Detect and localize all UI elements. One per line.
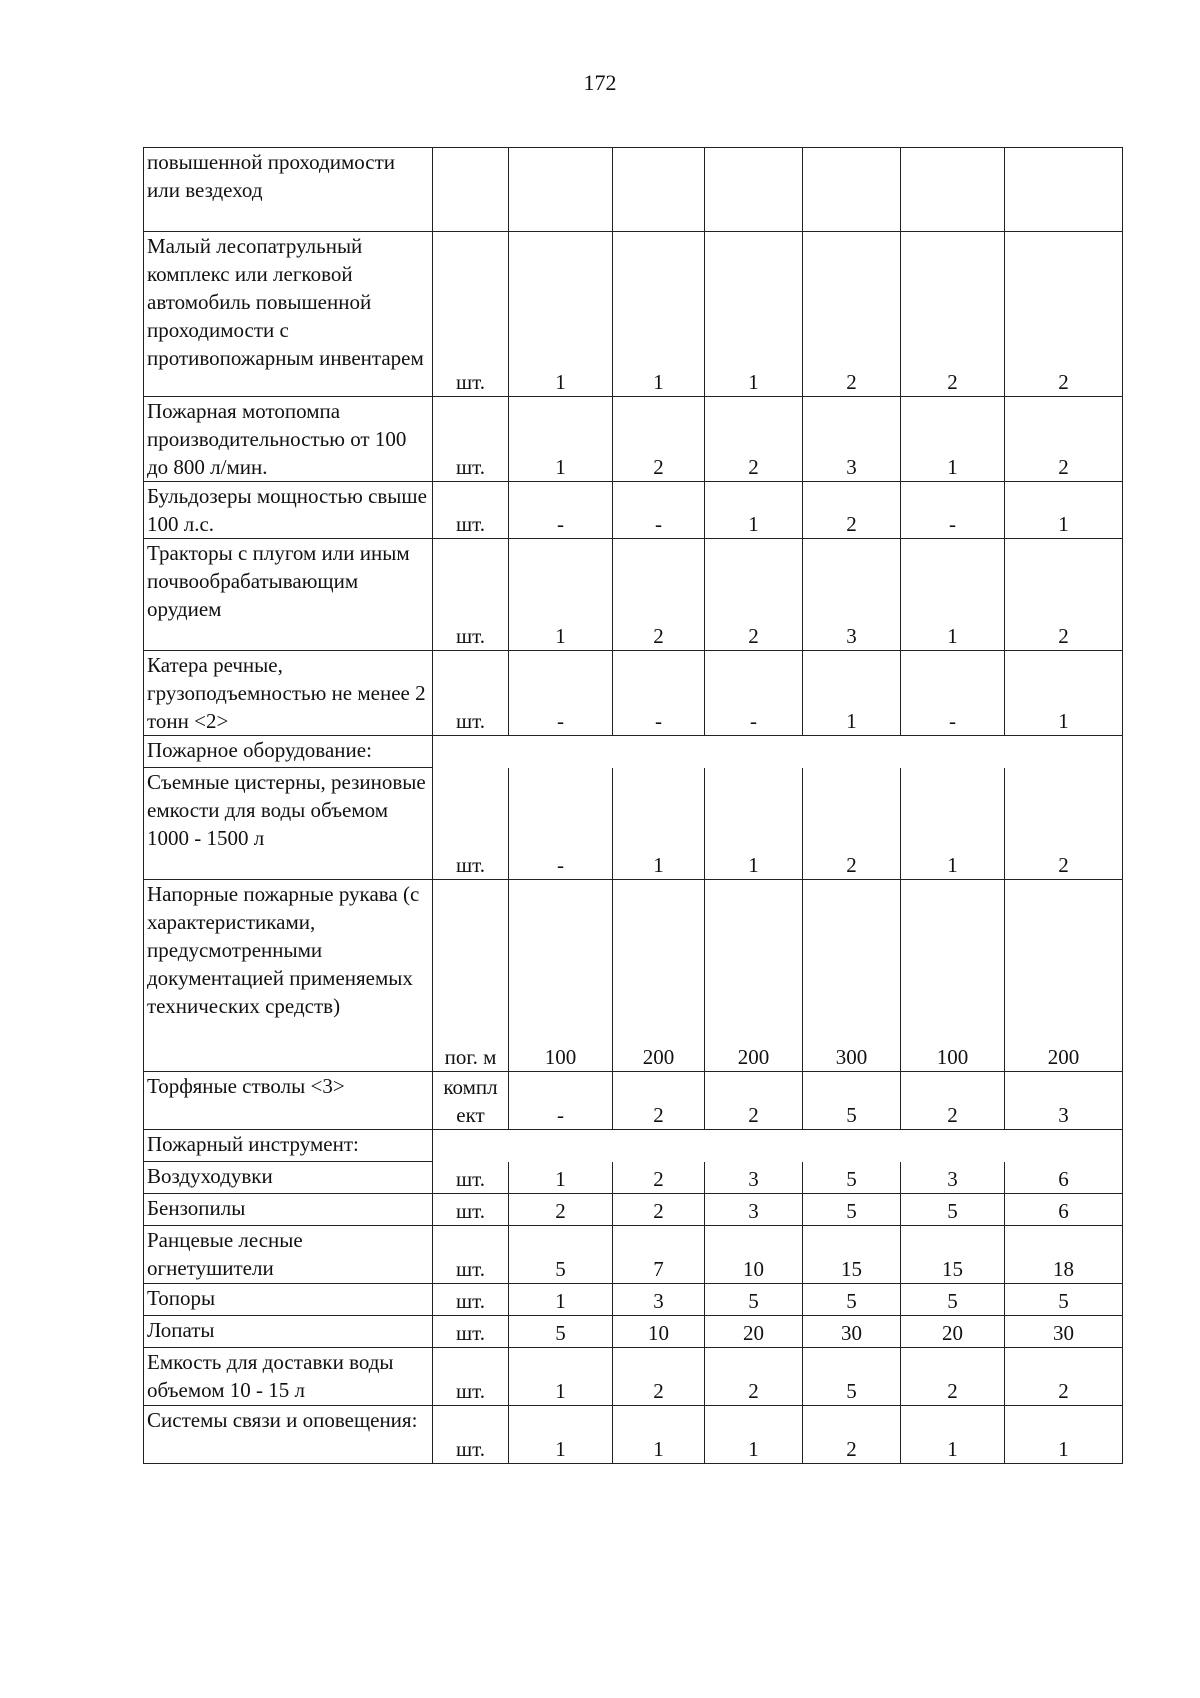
item-value: 30 bbox=[1005, 1316, 1123, 1348]
table-row bbox=[144, 1194, 1123, 1226]
item-value: 2 bbox=[901, 1348, 1005, 1406]
item-value: 1 bbox=[613, 232, 705, 397]
item-value: 2 bbox=[705, 397, 803, 482]
item-value: 1 bbox=[1005, 482, 1123, 539]
item-value: 3 bbox=[803, 397, 901, 482]
table-row bbox=[144, 1284, 1123, 1316]
item-value: 5 bbox=[509, 1316, 613, 1348]
item-unit: шт. bbox=[433, 651, 509, 736]
item-value: 1 bbox=[901, 768, 1005, 880]
item-value: 2 bbox=[613, 1072, 705, 1130]
item-value: 15 bbox=[901, 1226, 1005, 1284]
item-value: - bbox=[705, 651, 803, 736]
item-value bbox=[901, 148, 1005, 232]
item-value: 5 bbox=[803, 1194, 901, 1226]
item-value bbox=[509, 148, 613, 232]
item-unit: шт. bbox=[433, 1226, 509, 1284]
item-value: 300 bbox=[803, 880, 901, 1072]
section-row bbox=[144, 1130, 1123, 1162]
item-name: Напорные пожарные рукава (с характеристиками, предусмотренными документацией применяемых технических средств) bbox=[144, 880, 433, 1072]
item-value: 3 bbox=[901, 1162, 1005, 1194]
section-label: Пожарное оборудование: bbox=[144, 736, 433, 768]
item-value: 1 bbox=[901, 397, 1005, 482]
item-value: 1 bbox=[613, 768, 705, 880]
item-value: 10 bbox=[613, 1316, 705, 1348]
item-value: 1 bbox=[901, 539, 1005, 651]
item-value: 2 bbox=[1005, 397, 1123, 482]
item-name: Малый лесопатрульный комплекс или легковой автомобиль повышенной проходимости с противопожарным инвентарем bbox=[144, 232, 433, 397]
item-value: 5 bbox=[803, 1072, 901, 1130]
item-value: 2 bbox=[803, 768, 901, 880]
item-value: 6 bbox=[1005, 1162, 1123, 1194]
item-value: 2 bbox=[1005, 232, 1123, 397]
item-value: 2 bbox=[1005, 1348, 1123, 1406]
item-value: 1 bbox=[1005, 651, 1123, 736]
item-value: 10 bbox=[705, 1226, 803, 1284]
table-row bbox=[144, 1316, 1123, 1348]
item-value: 1 bbox=[509, 1406, 613, 1464]
item-value bbox=[705, 148, 803, 232]
table-row bbox=[144, 768, 1123, 880]
item-value: - bbox=[613, 651, 705, 736]
table-row bbox=[144, 148, 1123, 232]
item-value bbox=[803, 148, 901, 232]
item-value: 1 bbox=[509, 1284, 613, 1316]
item-value: 20 bbox=[901, 1316, 1005, 1348]
item-value: 100 bbox=[901, 880, 1005, 1072]
item-unit: компл ект bbox=[433, 1072, 509, 1130]
item-value: 6 bbox=[1005, 1194, 1123, 1226]
item-unit: шт. bbox=[433, 539, 509, 651]
item-value: 1 bbox=[901, 1406, 1005, 1464]
item-name: Катера речные, грузоподъемностью не менее 2 тонн <2> bbox=[144, 651, 433, 736]
item-value: 1 bbox=[509, 1348, 613, 1406]
item-name: Бульдозеры мощностью свыше 100 л.с. bbox=[144, 482, 433, 539]
table-row bbox=[144, 1072, 1123, 1130]
item-value: - bbox=[901, 482, 1005, 539]
item-value: 5 bbox=[803, 1284, 901, 1316]
item-value: 5 bbox=[509, 1226, 613, 1284]
item-name: Торфяные стволы <3> bbox=[144, 1072, 433, 1130]
item-value: 1 bbox=[509, 397, 613, 482]
item-name: Топоры bbox=[144, 1284, 433, 1316]
item-value: 1 bbox=[1005, 1406, 1123, 1464]
item-name: повышенной проходимости или вездеход bbox=[144, 148, 433, 232]
item-value: 3 bbox=[1005, 1072, 1123, 1130]
item-value: 5 bbox=[803, 1348, 901, 1406]
item-value: - bbox=[509, 651, 613, 736]
item-value: 2 bbox=[901, 232, 1005, 397]
item-value: 1 bbox=[803, 651, 901, 736]
item-value: 3 bbox=[803, 539, 901, 651]
item-value: 1 bbox=[509, 539, 613, 651]
table-row bbox=[144, 539, 1123, 651]
item-value: 15 bbox=[803, 1226, 901, 1284]
item-unit bbox=[433, 148, 509, 232]
equipment-table bbox=[143, 147, 1123, 1464]
item-name: Ранцевые лесные огнетушители bbox=[144, 1226, 433, 1284]
item-name: Лопаты bbox=[144, 1316, 433, 1348]
item-unit: шт. bbox=[433, 1162, 509, 1194]
item-unit: шт. bbox=[433, 397, 509, 482]
item-value: 100 bbox=[509, 880, 613, 1072]
item-value: 1 bbox=[705, 768, 803, 880]
page-number: 172 bbox=[583, 70, 617, 95]
table-row bbox=[144, 1348, 1123, 1406]
table-row bbox=[144, 651, 1123, 736]
item-value: - bbox=[901, 651, 1005, 736]
item-value: 3 bbox=[613, 1284, 705, 1316]
item-value: 2 bbox=[613, 1162, 705, 1194]
section-blank-cell bbox=[433, 736, 1123, 768]
item-value: 2 bbox=[803, 232, 901, 397]
item-value: 20 bbox=[705, 1316, 803, 1348]
item-value: 2 bbox=[705, 539, 803, 651]
item-value: 2 bbox=[613, 397, 705, 482]
item-value: 2 bbox=[705, 1072, 803, 1130]
item-value: 1 bbox=[705, 482, 803, 539]
item-value: 2 bbox=[803, 1406, 901, 1464]
table-row bbox=[144, 880, 1123, 1072]
table-row bbox=[144, 1406, 1123, 1464]
item-value: - bbox=[509, 768, 613, 880]
item-value: 1 bbox=[613, 1406, 705, 1464]
item-unit: шт. bbox=[433, 768, 509, 880]
item-name: Емкость для доставки воды объемом 10 - 15 л bbox=[144, 1348, 433, 1406]
item-value: 2 bbox=[705, 1348, 803, 1406]
table-row bbox=[144, 397, 1123, 482]
item-value: 2 bbox=[1005, 539, 1123, 651]
item-value: 5 bbox=[803, 1162, 901, 1194]
item-unit: шт. bbox=[433, 1194, 509, 1226]
item-value: - bbox=[509, 1072, 613, 1130]
item-value: 2 bbox=[613, 1194, 705, 1226]
item-value: 3 bbox=[705, 1162, 803, 1194]
item-name: Воздуходувки bbox=[144, 1162, 433, 1194]
item-value: 5 bbox=[901, 1284, 1005, 1316]
item-value: 3 bbox=[705, 1194, 803, 1226]
item-name: Бензопилы bbox=[144, 1194, 433, 1226]
table-row bbox=[144, 482, 1123, 539]
item-unit: шт. bbox=[433, 1406, 509, 1464]
table-row bbox=[144, 1162, 1123, 1194]
item-value: 1 bbox=[509, 232, 613, 397]
item-value: 2 bbox=[613, 1348, 705, 1406]
item-unit: шт. bbox=[433, 232, 509, 397]
item-value: 30 bbox=[803, 1316, 901, 1348]
item-value: 200 bbox=[613, 880, 705, 1072]
item-value bbox=[1005, 148, 1123, 232]
item-unit: шт. bbox=[433, 1284, 509, 1316]
item-value: 2 bbox=[1005, 768, 1123, 880]
item-value: 2 bbox=[509, 1194, 613, 1226]
item-value: 1 bbox=[705, 1406, 803, 1464]
item-value: 200 bbox=[705, 880, 803, 1072]
item-value: 5 bbox=[705, 1284, 803, 1316]
item-name: Съемные цистерны, резиновые емкости для воды объемом 1000 - 1500 л bbox=[144, 768, 433, 880]
item-value: 5 bbox=[1005, 1284, 1123, 1316]
item-value: - bbox=[509, 482, 613, 539]
item-unit: пог. м bbox=[433, 880, 509, 1072]
table-row bbox=[144, 232, 1123, 397]
item-value bbox=[613, 148, 705, 232]
table-row bbox=[144, 1226, 1123, 1284]
item-name: Пожарная мотопомпа производительностью от 100 до 800 л/мин. bbox=[144, 397, 433, 482]
section-label: Пожарный инструмент: bbox=[144, 1130, 433, 1162]
item-value: 1 bbox=[705, 232, 803, 397]
item-value: 7 bbox=[613, 1226, 705, 1284]
item-name: Системы связи и оповещения: bbox=[144, 1406, 433, 1464]
item-unit: шт. bbox=[433, 482, 509, 539]
item-value: 2 bbox=[613, 539, 705, 651]
section-row bbox=[144, 736, 1123, 768]
item-name: Тракторы с плугом или иным почвообрабатывающим орудием bbox=[144, 539, 433, 651]
item-value: 200 bbox=[1005, 880, 1123, 1072]
item-value: 2 bbox=[901, 1072, 1005, 1130]
item-unit: шт. bbox=[433, 1348, 509, 1406]
item-value: 1 bbox=[509, 1162, 613, 1194]
section-blank-cell bbox=[433, 1130, 1123, 1162]
item-value: 18 bbox=[1005, 1226, 1123, 1284]
item-value: 2 bbox=[803, 482, 901, 539]
item-value: 5 bbox=[901, 1194, 1005, 1226]
item-value: - bbox=[613, 482, 705, 539]
item-unit: шт. bbox=[433, 1316, 509, 1348]
